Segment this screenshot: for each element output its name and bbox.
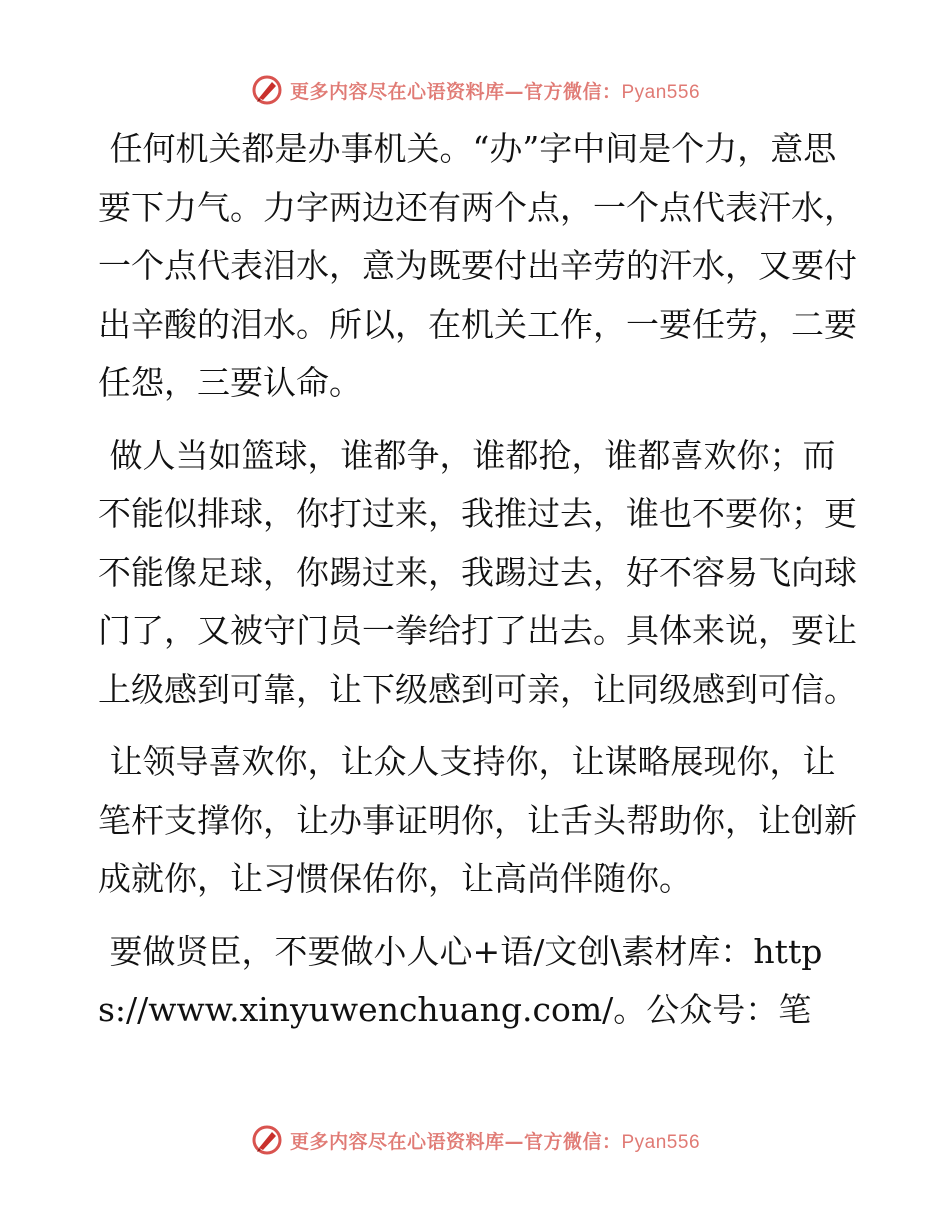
pen-logo-icon <box>250 1123 284 1157</box>
document-body <box>98 120 858 1040</box>
footer-watermark <box>0 1120 950 1160</box>
paragraph-1: 任何机关都是办事机关。“办”字中间是个力，意思要下力气。力字两边还有两个点，一个点代表汗水，一个点代表泪水，意为既要付出辛劳的汗水，又要付出辛酸的泪水。所以，在机关工作，一要任劳，二要任怨，三要认命。 <box>98 129 857 402</box>
header-watermark <box>0 70 950 110</box>
paragraph-3: 让领导喜欢你，让众人支持你，让谋略展现你，让笔杆支撑你，让办事证明你，让舌头帮助你，让创新成就你，让习惯保佑你，让高尚伴随你。 <box>98 742 857 898</box>
paragraph-2: 做人当如篮球，谁都争，谁都抢，谁都喜欢你；而不能似排球，你打过来，我推过去，谁也不要你；更不能像足球，你踢过来，我踢过去，好不容易飞向球门了，又被守门员一拳给打了出去。具体来说，要让上级感到可靠，让下级感到可亲，让同级感到可信。 <box>98 435 857 709</box>
paragraph-4: 要做贤臣，不要做小人心+语/文创\素材库：https://www.xinyuwenchuang.com/。公众号：笔 <box>98 931 823 1029</box>
watermark-text: 更多内容尽在心语资料库—官方微信：Pyan556 <box>289 80 701 103</box>
pen-logo-icon <box>250 73 284 107</box>
watermark-text: 更多内容尽在心语资料库—官方微信：Pyan556 <box>289 1130 701 1153</box>
